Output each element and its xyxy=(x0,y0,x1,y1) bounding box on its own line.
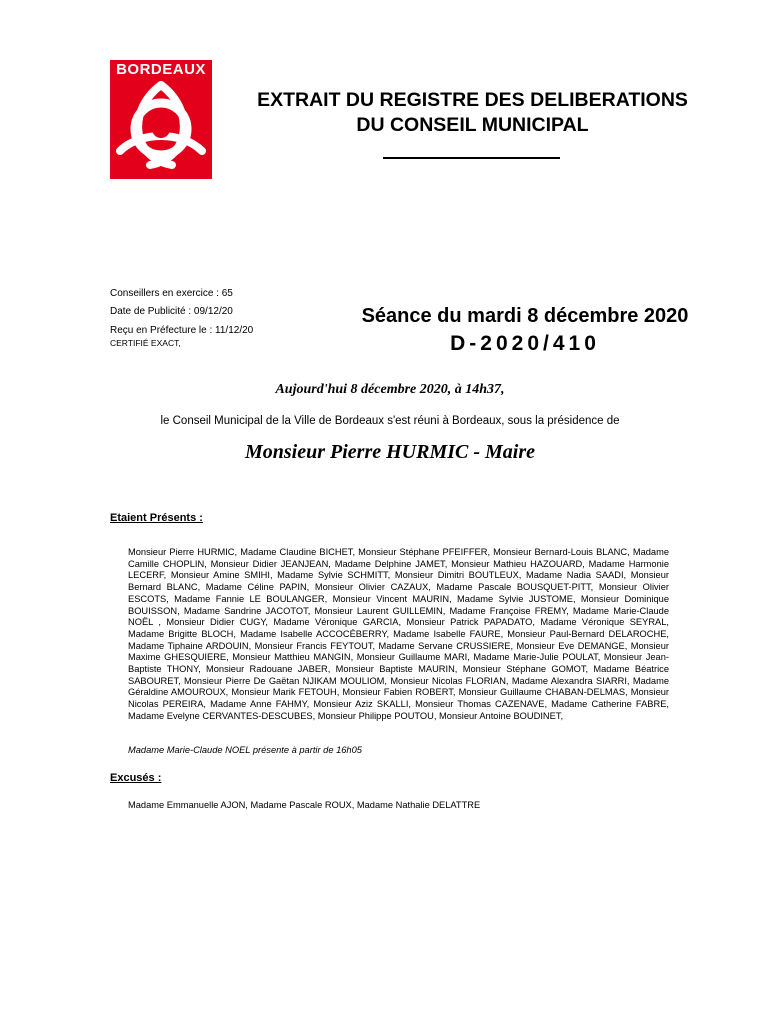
document-title xyxy=(215,88,730,138)
conseil-line: le Conseil Municipal de la Ville de Bordeaux s'est réuni à Bordeaux, sous la présidence de xyxy=(160,415,620,427)
excuses-list: Madame Emmanuelle AJON, Madame Pascale ROUX, Madame Nathalie DELATTRE xyxy=(128,800,481,810)
triquetra-emblem-icon xyxy=(110,79,212,179)
date-publicite: Date de Publicité : 09/12/20 xyxy=(110,306,233,317)
logo-text: BORDEAUX xyxy=(116,61,206,78)
seance-title: Séance du mardi 8 décembre 2020 xyxy=(361,305,689,327)
excuses-label: Excusés : xyxy=(110,772,162,784)
bordeaux-logo xyxy=(110,60,212,179)
title-underline xyxy=(383,157,560,159)
certifie-exact: CERTIFIÉ EXACT, xyxy=(110,338,181,348)
presents-list: Monsieur Pierre HURMIC, Madame Claudine BICHET, Monsieur Stéphane PFEIFFER, Monsieur Bernard-Louis BLANC, Madame Camille CHOPLIN, Monsieur Didier JEANJEAN, Madame Delphine JAMET, Monsieur Mathieu HAZOUARD, Madame Harmonie LECERF, Monsieur Amine SMIHI, Madame Sylvie SCHMITT, Monsieur Dimitri BOUTLEUX, Madame Nadia SAADI, Monsieur Bernard BLANC, Madame Céline PAPIN, Monsieur Olivier CAZAUX, Madame Pascale BOUSQUET-PITT, Monsieur Olivier ESCOTS, Madame Fannie LE BOULANGER, Monsieur Vincent MAURIN, Madame Sylvie JUSTOME, Monsieur Dominique BOUISSON, Madame Sandrine JACOTOT, Monsieur Laurent GUILLEMIN, Madame Françoise FREMY, Madame Marie-Claude NOËL , Monsieur Didier CUGY, Madame Véronique GARCIA, Monsieur Patrick PAPADATO, Madame Véronique SEYRAL, Madame Brigitte BLOCH, Madame Isabelle ACCOCÉBERRY, Madame Isabelle FAURE, Monsieur Paul-Bernard DELAROCHE, Madame Tiphaine ARDOUIN, Monsieur Francis FEYTOUT, Madame Servane CRUSSIERE, Monsieur Eve DEMANGE, Monsieur Maxime GHESQUIERE, Monsieur Matthieu MANGIN, Monsieur Guillaume MARI, Madame Marie-Julie POULAT, Monsieur Jean-Baptiste THONY, Monsieur Radouane JABER, Monsieur Baptiste MAURIN, Monsieur Stéphane GOMOT, Madame Béatrice SABOURET, Monsieur Pierre De Gaëtan NJIKAM MOULIOM, Monsieur Nicolas FLORIAN, Madame Alexandra SIARRI, Madame Géraldine AMOUROUX, Monsieur Marik FETOUH, Monsieur Fabien ROBERT, Monsieur Guillaume CHABAN-DELMAS, Monsieur Nicolas PEREIRA, Madame Anne FAHMY, Monsieur Aziz SKALLI, Monsieur Thomas CAZENAVE, Madame Catherine FABRE, Madame Evelyne CERVANTES-DESCUBES, Monsieur Philippe POUTOU, Monsieur Antoine BOUDINET, xyxy=(128,547,669,721)
title-line-1: EXTRAIT DU REGISTRE DES DELIBERATIONS xyxy=(257,89,688,111)
president-name: Monsieur Pierre HURMIC - Maire xyxy=(244,441,536,463)
presents-note: Madame Marie-Claude NOEL présente à partir de 16h05 xyxy=(128,745,362,755)
deliberation-reference: D-2020/410 xyxy=(450,332,600,355)
presents-label: Etaient Présents : xyxy=(110,512,203,524)
title-line-2: DU CONSEIL MUNICIPAL xyxy=(356,114,589,136)
conseillers-en-exercice: Conseillers en exercice : 65 xyxy=(110,288,233,299)
recu-prefecture: Reçu en Préfecture le : 11/12/20 xyxy=(110,325,254,336)
session-date-line: Aujourd'hui 8 décembre 2020, à 14h37, xyxy=(275,382,505,397)
